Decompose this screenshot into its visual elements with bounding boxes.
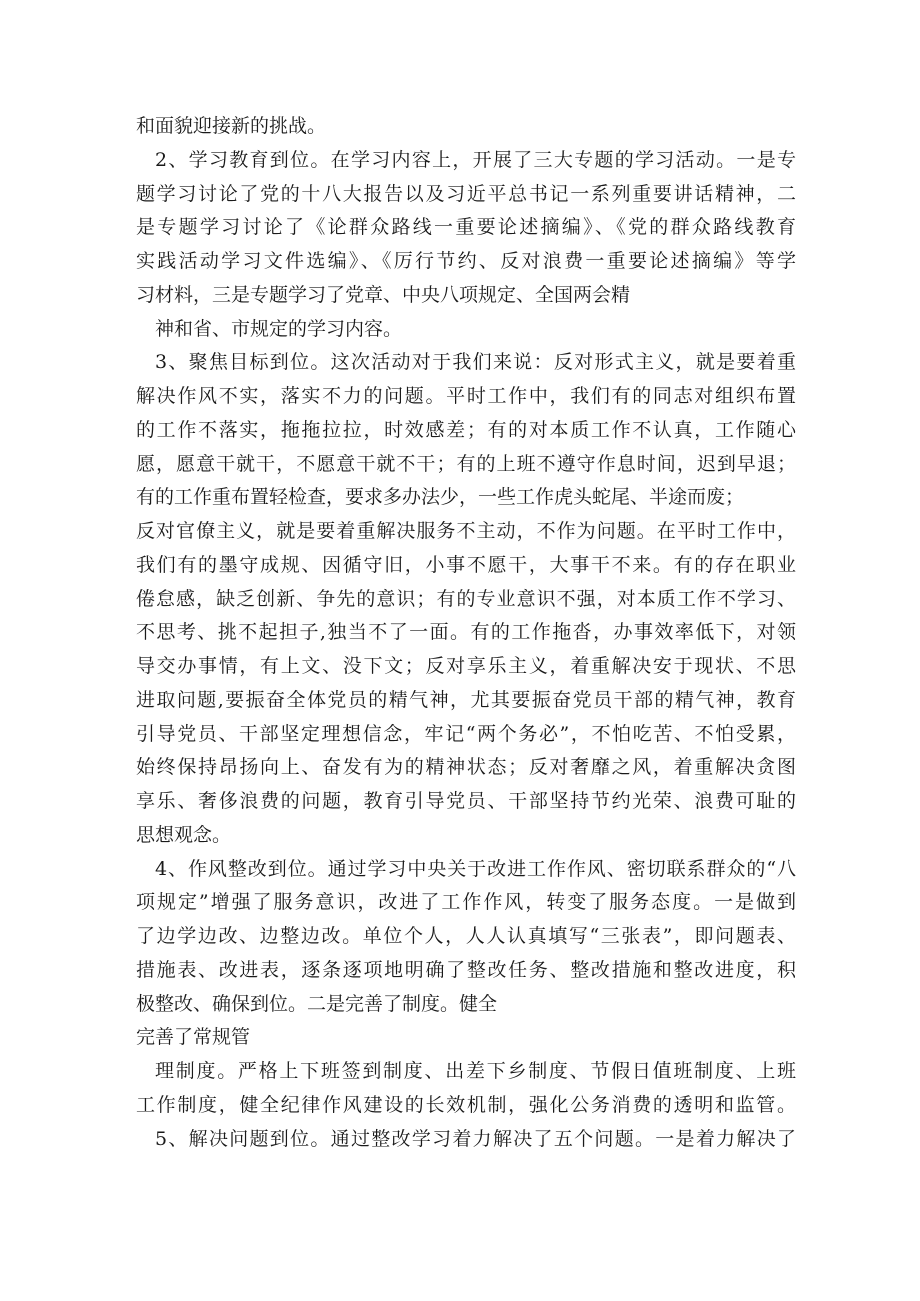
text-line: 引导党员、干部坚定理想信念，牢记“两个务必”，不怕吃苦、不怕受累， <box>136 723 796 745</box>
text-line: 不思考、挑不起担子,独当不了一面。有的工作拖沓，办事效率低下，对领 <box>136 621 796 643</box>
text-line: 是专题学习讨论了《论群众路线一重要论述摘编》、《党的群众路线教育 <box>136 216 796 238</box>
text-line: 习材料，三是专题学习了党章、中央八项规定、全国两会精 <box>136 284 631 306</box>
text-line: 解决作风不实，落实不力的问题。平时工作中，我们有的同志对组织布置 <box>136 385 796 407</box>
text-line: 愿，愿意干就干，不愿意干就不干；有的上班不遵守作息时间，迟到早退； <box>136 453 796 475</box>
text-line: 享乐、奢侈浪费的问题，教育引导党员、干部坚持节约光荣、浪费可耻的 <box>136 790 796 812</box>
text-line: 倦怠感，缺乏创新、争先的意识；有的专业意识不强，对本质工作不学习、 <box>136 588 796 610</box>
text-line: 神和省、市规定的学习内容。 <box>155 318 403 340</box>
text-line: 我们有的墨守成规、因循守旧，小事不愿干，大事干不来。有的存在职业 <box>136 554 796 576</box>
text-line: 导交办事情，有上文、没下文；反对享乐主义，着重解决安于现状、不思 <box>136 655 796 677</box>
text-line: 的工作不落实，拖拖拉拉，时效感差；有的对本质工作不认真，工作随心 <box>136 419 796 441</box>
text-line: 题学习讨论了党的十八大报告以及习近平总书记一系列重要讲话精神，二 <box>136 183 796 205</box>
text-line: 完善了常规管 <box>136 1026 251 1048</box>
text-line: 始终保持昂扬向上、奋发有为的精神状态；反对奢靡之风，着重解决贪图 <box>136 756 796 778</box>
text-line: 2、学习教育到位。在学习内容上，开展了三大专题的学习活动。一是专 <box>155 149 796 171</box>
text-line: 进取问题,要振奋全体党员的精气神，尤其要振奋党员干部的精气神，教育 <box>136 689 796 711</box>
text-line: 5、解决问题到位。通过整改学习着力解决了五个问题。一是着力解决了 <box>155 1128 796 1150</box>
text-line: 4、作风整改到位。通过学习中央关于改进工作作风、密切联系群众的“八 <box>155 858 796 880</box>
text-line: 理制度。严格上下班签到制度、出差下乡制度、节假日值班制度、上班 <box>155 1060 796 1082</box>
text-line: 项规定”增强了服务意识，改进了工作作风，转变了服务态度。一是做到 <box>136 891 796 913</box>
text-line: 实践活动学习文件选编》、《厉行节约、反对浪费一重要论述摘编》等学 <box>136 250 796 272</box>
text-line: 3、聚焦目标到位。这次活动对于我们来说：反对形式主义，就是要着重 <box>155 351 796 373</box>
text-line: 措施表、改进表，逐条逐项地明确了整改任务、整改措施和整改进度，积 <box>136 959 796 981</box>
text-line: 和面貌迎接新的挑战。 <box>136 115 327 137</box>
text-line: 反对官僚主义，就是要着重解决服务不主动，不作为问题。在平时工作中， <box>136 520 796 542</box>
text-line: 思想观念。 <box>136 824 232 846</box>
text-line: 了边学边改、边整边改。单位个人，人人认真填写“三张表”，即问题表、 <box>136 925 796 947</box>
text-line: 极整改、确保到位。二是完善了制度。健全 <box>136 993 498 1015</box>
text-line: 有的工作重布置轻检查，要求多办法少，一些工作虎头蛇尾、半途而废； <box>136 486 745 508</box>
text-line: 工作制度，健全纪律作风建设的长效机制，强化公务消费的透明和监管。 <box>136 1094 796 1116</box>
